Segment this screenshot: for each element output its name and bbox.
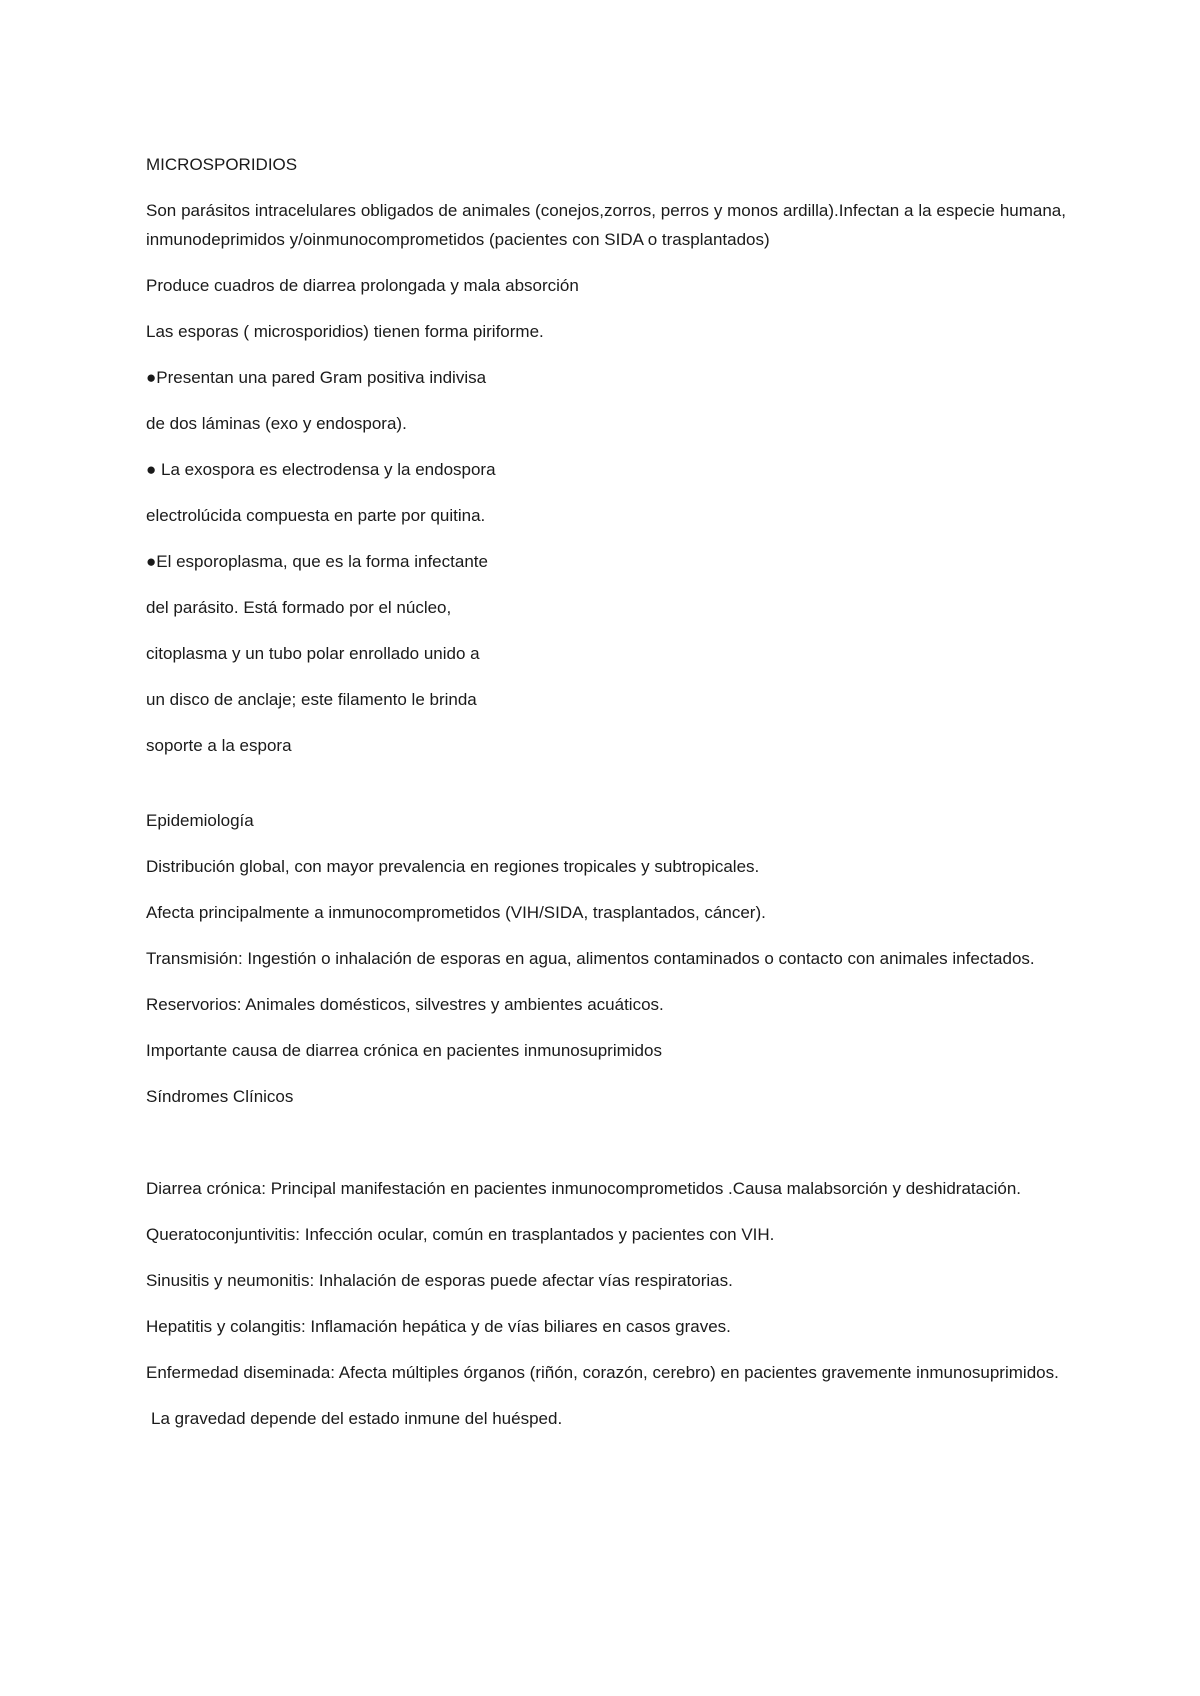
paragraph-diarrhea: Produce cuadros de diarrea prolongada y mala absorción — [146, 276, 579, 295]
epidemiology-item: Reservorios: Animales domésticos, silvestres y ambientes acuáticos. — [146, 995, 664, 1014]
bullet-sporoplasm: ●El esporoplasma, que es la forma infectante — [146, 552, 488, 571]
bullet-wall: ●Presentan una pared Gram positiva indivisa — [146, 368, 487, 387]
paragraph-sporoplasm-1: del parásito. Está formado por el núcleo, — [146, 598, 452, 617]
intro-paragraph: Son parásitos intracelulares obligados de animales (conejos,zorros, perros y monos ardilla).Infectan a la especie humana, inmunodeprimidos y/oinmunocomprometidos (pacientes con SIDA o trasplantados) — [146, 201, 1066, 249]
spacer — [146, 1128, 1066, 1174]
document-title: MICROSPORIDIOS — [146, 155, 298, 174]
syndrome-item: Diarrea crónica: Principal manifestación en pacientes inmunocomprometidos .Causa malabsorción y deshidratación. — [146, 1179, 1021, 1198]
epidemiology-item: Importante causa de diarrea crónica en pacientes inmunosuprimidos — [146, 1041, 662, 1060]
epidemiology-item: Afecta principalmente a inmunocomprometidos (VIH/SIDA, trasplantados, cáncer). — [146, 903, 766, 922]
paragraph-endospore: electrolúcida compuesta en parte por quitina. — [146, 506, 486, 525]
paragraph-sporoplasm-4: soporte a la espora — [146, 736, 292, 755]
epidemiology-item: Distribución global, con mayor prevalencia en regiones tropicales y subtropicales. — [146, 857, 760, 876]
bullet-exospore: ● La exospora es electrodensa y la endospora — [146, 460, 496, 479]
spacer — [146, 777, 1066, 806]
epidemiology-item: Transmisión: Ingestión o inhalación de esporas en agua, alimentos contaminados o contacto con animales infectados. — [146, 949, 1035, 968]
paragraph-sporoplasm-2: citoplasma y un tubo polar enrollado unido a — [146, 644, 480, 663]
document-page — [146, 150, 1066, 1450]
paragraph-sporoplasm-3: un disco de anclaje; este filamento le brinda — [146, 690, 477, 709]
closing-sentence: La gravedad depende del estado inmune del huésped. — [151, 1409, 563, 1428]
section-heading-clinical-syndromes: Síndromes Clínicos — [146, 1087, 294, 1106]
syndrome-item: Enfermedad diseminada: Afecta múltiples órganos (riñón, corazón, cerebro) en pacientes gravemente inmunosuprimidos. — [146, 1363, 1059, 1382]
syndrome-item: Queratoconjuntivitis: Infección ocular, común en trasplantados y pacientes con VIH. — [146, 1225, 775, 1244]
paragraph-spores: Las esporas ( microsporidios) tienen forma piriforme. — [146, 322, 544, 341]
section-heading-epidemiology: Epidemiología — [146, 811, 254, 830]
paragraph-wall-layers: de dos láminas (exo y endospora). — [146, 414, 407, 433]
syndrome-item: Hepatitis y colangitis: Inflamación hepática y de vías biliares en casos graves. — [146, 1317, 731, 1336]
syndrome-item: Sinusitis y neumonitis: Inhalación de esporas puede afectar vías respiratorias. — [146, 1271, 733, 1290]
